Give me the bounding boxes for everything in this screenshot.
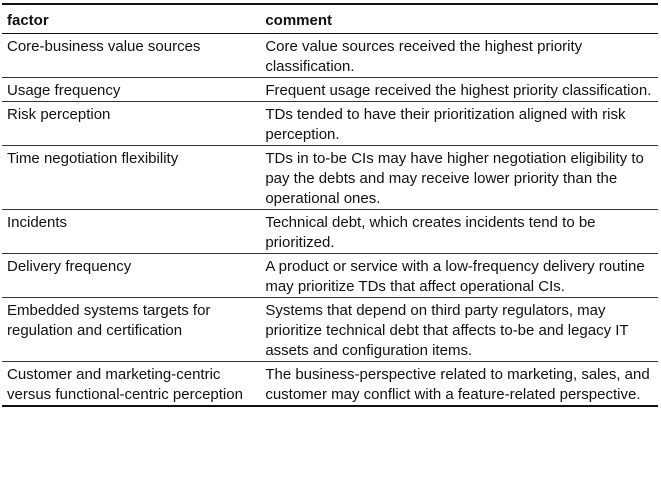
table-header <box>2 4 658 34</box>
factor-cell: Delivery frequency <box>7 258 132 275</box>
table-body <box>2 34 658 407</box>
table-row <box>2 146 658 210</box>
table-row <box>2 254 658 298</box>
factor-cell: Incidents <box>7 214 68 231</box>
comment-cell: TDs tended to have their prioritization aligned with risk perception. <box>265 106 626 143</box>
factor-comment-table-container <box>2 3 658 407</box>
header-comment: comment <box>265 12 333 29</box>
comment-cell: A product or service with a low-frequency delivery routine may prioritize TDs that affect operational CIs. <box>265 258 645 295</box>
comment-cell: Core value sources received the highest priority classification. <box>265 38 583 75</box>
table-row <box>2 298 658 362</box>
factor-cell: Risk perception <box>7 106 111 123</box>
factor-cell: Core-business value sources <box>7 38 201 55</box>
table-row <box>2 78 658 102</box>
factor-cell: Usage frequency <box>7 82 121 99</box>
table-row <box>2 34 658 78</box>
factor-cell: Customer and marketing-centric versus functional-centric perception <box>7 366 243 403</box>
comment-cell: TDs in to-be CIs may have higher negotiation eligibility to pay the debts and may receive lower priority than the operational ones. <box>265 150 644 207</box>
header-row <box>2 4 658 34</box>
comment-cell: Frequent usage received the highest priority classification. <box>265 82 652 99</box>
factor-cell: Embedded systems targets for regulation and certification <box>7 302 211 339</box>
table-row <box>2 362 658 407</box>
comment-cell: The business-perspective related to marketing, sales, and customer may conflict with a feature-related perspective. <box>265 366 650 403</box>
comment-cell: Technical debt, which creates incidents tend to be prioritized. <box>265 214 596 251</box>
table-row <box>2 102 658 146</box>
comment-cell: Systems that depend on third party regulators, may prioritize technical debt that affects to-be and legacy IT assets and configuration items. <box>265 302 629 359</box>
factor-comment-table <box>2 3 658 407</box>
table-row <box>2 210 658 254</box>
header-factor: factor <box>7 12 49 29</box>
factor-cell: Time negotiation flexibility <box>7 150 179 167</box>
